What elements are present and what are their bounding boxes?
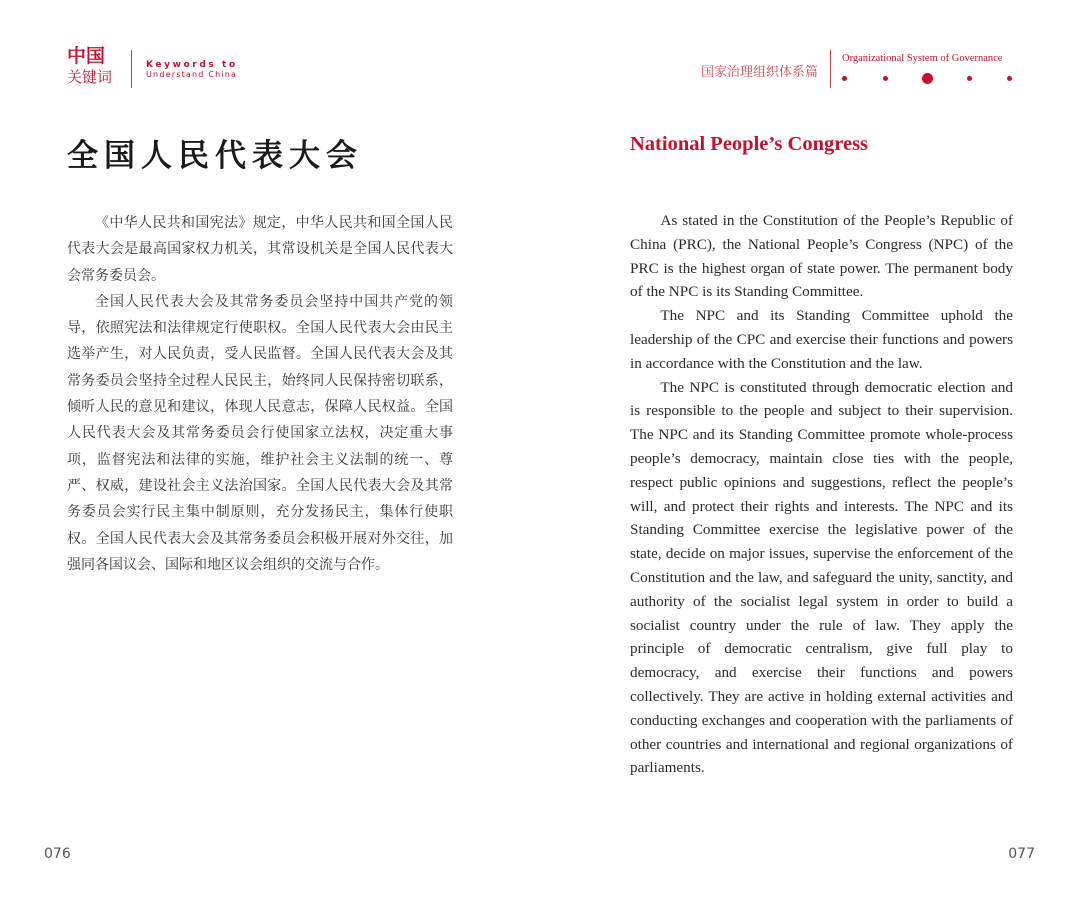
progress-dot-current [922, 73, 933, 84]
brand-line1: 中国 [67, 45, 106, 67]
progress-dot-2 [883, 76, 888, 81]
tagline-line2: Understand China [146, 70, 238, 79]
english-paragraph-1: As stated in the Constitution of the People’s Republic of China (PRC), the National People’s Congress (NPC) of the PRC is the highest organ of state power. The permanent body of the NPC is its Standing Committee. [630, 212, 1013, 301]
progress-dot-5 [1007, 76, 1012, 81]
brand-logo [67, 46, 112, 88]
chinese-title: 全国人民代表大会 [67, 138, 363, 174]
tagline-line1: Keywords to [146, 60, 238, 70]
english-title: National People’s Congress [630, 133, 869, 155]
english-body [630, 209, 1013, 780]
progress-dot-4 [967, 76, 972, 81]
series-tagline [146, 60, 238, 80]
chinese-paragraph-2: 全国人民代表大会及其常务委员会坚持中国共产党的领导，依照宪法和法律规定行使职权。全国人民代表大会由民主选举产生，对人民负责，受人民监督。全国人民代表大会及其常务委员会坚持全过程人民民主，始终同人民保持密切联系，倾听人民的意见和建议，体现人民意志，保障人民权益。全国人民代表大会及其常务委员会行使国家立法权，决定重大事项，监督宪法和法律的实施，维护社会主义法制的统一、尊严、权威，建设社会主义法治国家。全国人民代表大会及其常务委员会实行民主集中制原则，充分发扬民主，集体行使职权。全国人民代表大会及其常务委员会积极开展对外交往，加强同各国议会、国际和地区议会组织的交流与合作。 [67, 293, 453, 573]
section-title-cn: 国家治理组织体系篇 [700, 65, 818, 80]
english-paragraph-2: The NPC and its Standing Committee uphold the leadership of the CPC and exercise their functions and powers in accordance with the Constitution and the law. [630, 307, 1013, 372]
brand-line2: 关键词 [67, 68, 113, 86]
section-divider [830, 50, 831, 88]
right-page [540, 0, 1080, 900]
english-paragraph-3: The NPC is constituted through democratic election and is responsible to the people and subject to their supervision. The NPC and its Standing Committee promote whole-process people’s democracy, maintain close ties with the people, respect public opinions and suggestions, reflect the people’s will, and protect their rights and interests. The NPC and its Standing Committee exercise the legislative power of the state, decide on major issues, supervise the enforcement of the Constitution and the law, and safeguard the unity, sanctity, and authority of the socialist legal system in order to build a socialist country under the rule of law. They apply the principle of democratic centralism, give full play to democracy, and exercise their functions and powers collectively. They are active in holding external activities and conducting exchanges and cooperation with the parliaments of other countries and international and regional organizations of parliaments. [630, 378, 1013, 777]
section-progress-dots [842, 72, 1014, 86]
chinese-body [67, 210, 453, 578]
brand-divider [131, 50, 132, 88]
page-number-right: 077 [1008, 846, 1035, 862]
section-title-en: Organizational System of Governance [842, 53, 1003, 64]
page-number-left: 076 [44, 846, 71, 862]
progress-dot-1 [842, 76, 847, 81]
chinese-paragraph-1: 《中华人民共和国宪法》规定，中华人民共和国全国人民代表大会是最高国家权力机关，其常设机关是全国人民代表大会常务委员会。 [67, 215, 453, 284]
